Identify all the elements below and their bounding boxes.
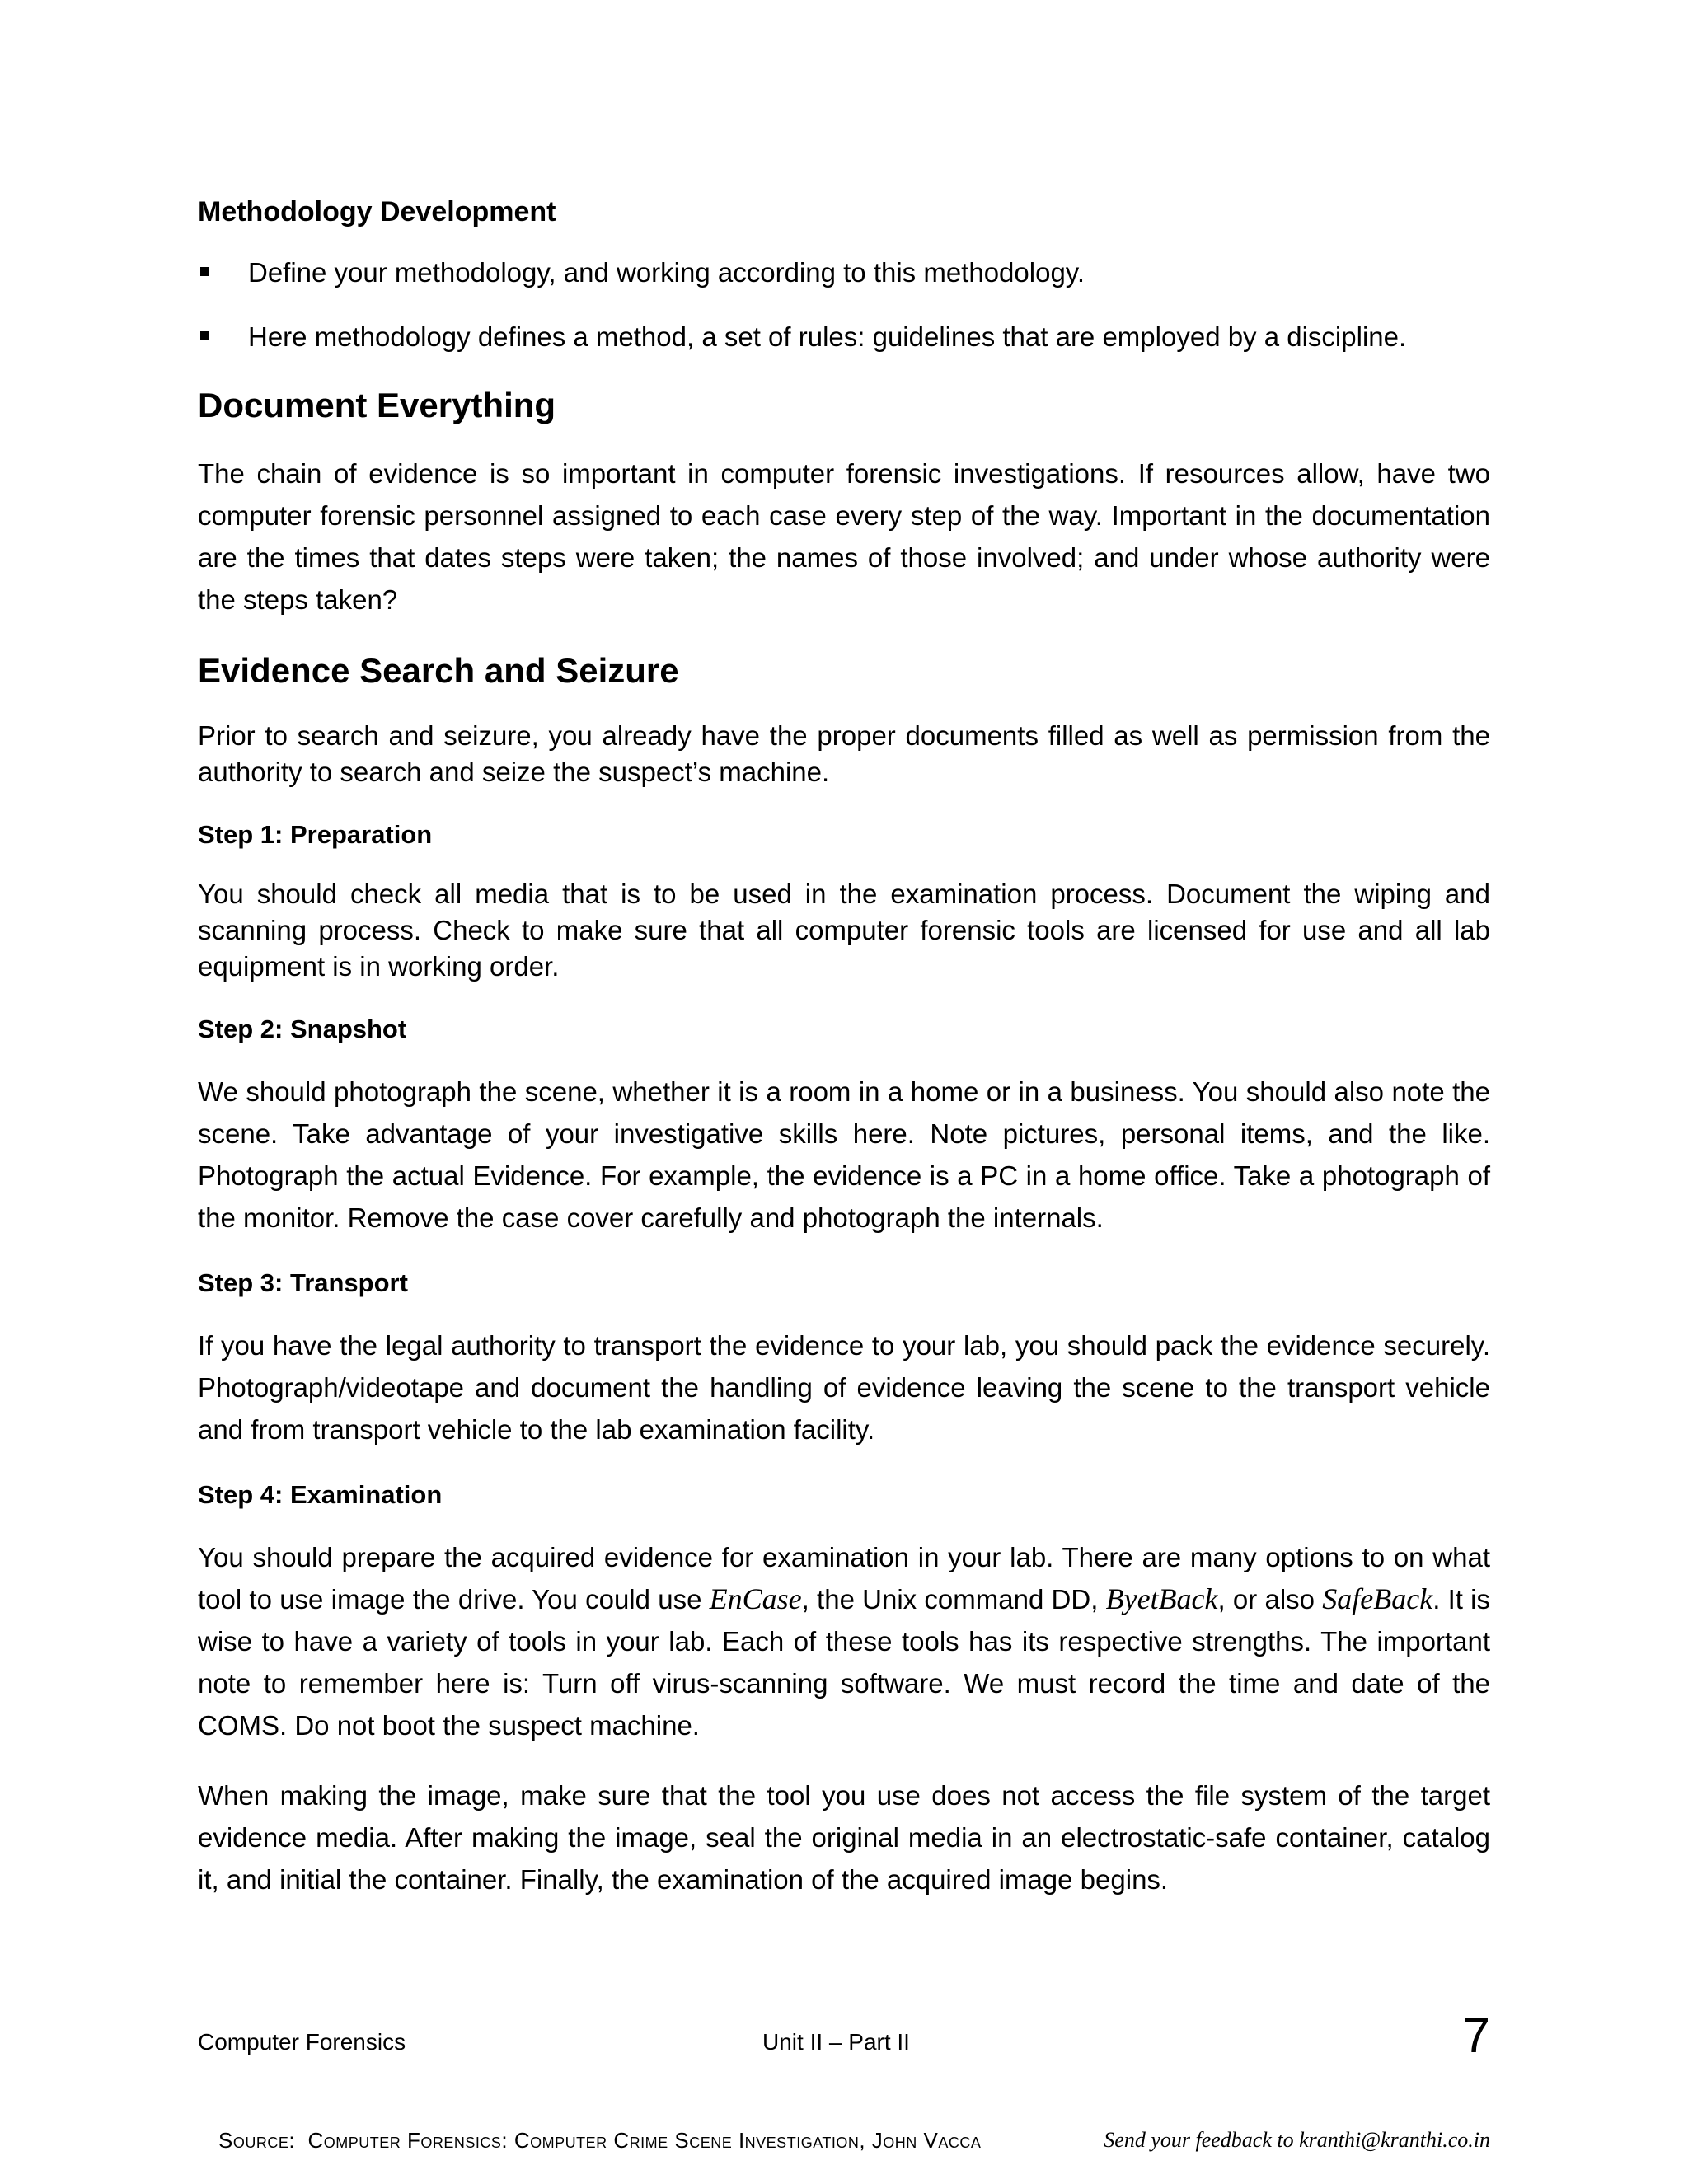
step3-paragraph: If you have the legal authority to transport the evidence to your lab, you should pack the evidence securely. Photograph/videotape and document the handling of evidence leaving the scene to the transport vehicle and from transport vehicle to the lab examination facility.: [198, 1330, 1490, 1445]
document-everything-heading: Document Everything: [198, 386, 556, 424]
evidence-search-heading: Evidence Search and Seizure: [198, 651, 679, 690]
footer-course-title: Computer Forensics: [198, 2029, 406, 2055]
step3-heading: Step 3: Transport: [198, 1268, 408, 1297]
list-item: [198, 255, 1490, 291]
step4-text-b: , the Unix command DD,: [801, 1584, 1106, 1615]
page-content: [198, 194, 1490, 1929]
footer-unit: Unit II – Part II: [762, 2029, 910, 2055]
page-footer: [198, 2008, 1490, 2063]
evidence-search-intro: Prior to search and seizure, you already have the proper documents filled as well as permission from the authority to search and seize the suspect’s machine.: [198, 720, 1490, 787]
step4-text-c: , or also: [1217, 1584, 1323, 1615]
square-bullet-icon: [200, 331, 209, 340]
tool-name-safeback: SafeBack: [1322, 1582, 1433, 1615]
step4-text-a: You should prepare the acquired evidence for examination in your lab. There are many options to on what tool to use image the drive. You could use: [198, 1542, 1490, 1615]
step4-text-d: . It is wise to have a variety of tools in your lab. Each of these tools has its respective strengths. The important note to remember here is: Turn off virus-scanning software. We must record the time and date of the COMS. Do not boot the suspect machine.: [198, 1584, 1490, 1741]
step2-paragraph: We should photograph the scene, whether it is a room in a home or in a business. You should also note the scene. Take advantage of your investigative skills here. Note pictures, personal items, and the like. Photograph the actual Evidence. For example, the evidence is a PC in a home office. Take a photograph of the monitor. Remove the case cover carefully and photograph the internals.: [198, 1076, 1490, 1233]
step2-heading: Step 2: Snapshot: [198, 1015, 407, 1043]
step4-paragraph-1: [198, 1536, 1490, 1746]
methodology-heading: Methodology Development: [198, 196, 556, 227]
tool-name-byetback: ByetBack: [1105, 1582, 1218, 1615]
source-citation: [218, 2128, 981, 2154]
tool-name-encase: EnCase: [709, 1582, 802, 1615]
step1-paragraph: You should check all media that is to be used in the examination process. Document the wiping and scanning process. Check to make sure that all computer forensic tools are licensed for use and all lab equipment is in working order.: [198, 879, 1490, 982]
source-text: Computer Forensics: Computer Crime Scene Investigation, John Vacca: [307, 2128, 982, 2153]
step1-heading: Step 1: Preparation: [198, 820, 433, 849]
square-bullet-icon: [200, 267, 209, 276]
feedback-note: Send your feedback to kranthi@kranthi.co.in: [1104, 2128, 1490, 2152]
step4-heading: Step 4: Examination: [198, 1480, 443, 1509]
list-item: [198, 319, 1490, 355]
source-prefix: Source:: [218, 2128, 296, 2153]
page-number: 7: [1462, 2008, 1490, 2063]
bullet-text: Here methodology defines a method, a set of rules: guidelines that are employed by a discipline.: [248, 321, 1407, 352]
methodology-bullet-list: [198, 255, 1490, 355]
bullet-text: Define your methodology, and working according to this methodology.: [248, 257, 1085, 288]
document-everything-paragraph: The chain of evidence is so important in computer forensic investigations. If resources allow, have two computer forensic personnel assigned to each case every step of the way. Important in the documentation are the times that dates steps were taken; the names of those involved; and under whose authority were the steps taken?: [198, 458, 1490, 615]
step4-paragraph-2: When making the image, make sure that the tool you use does not access the file system of the target evidence media. After making the image, seal the original media in an electrostatic-safe container, catalog it, and initial the container. Finally, the examination of the acquired image begins.: [198, 1780, 1490, 1895]
